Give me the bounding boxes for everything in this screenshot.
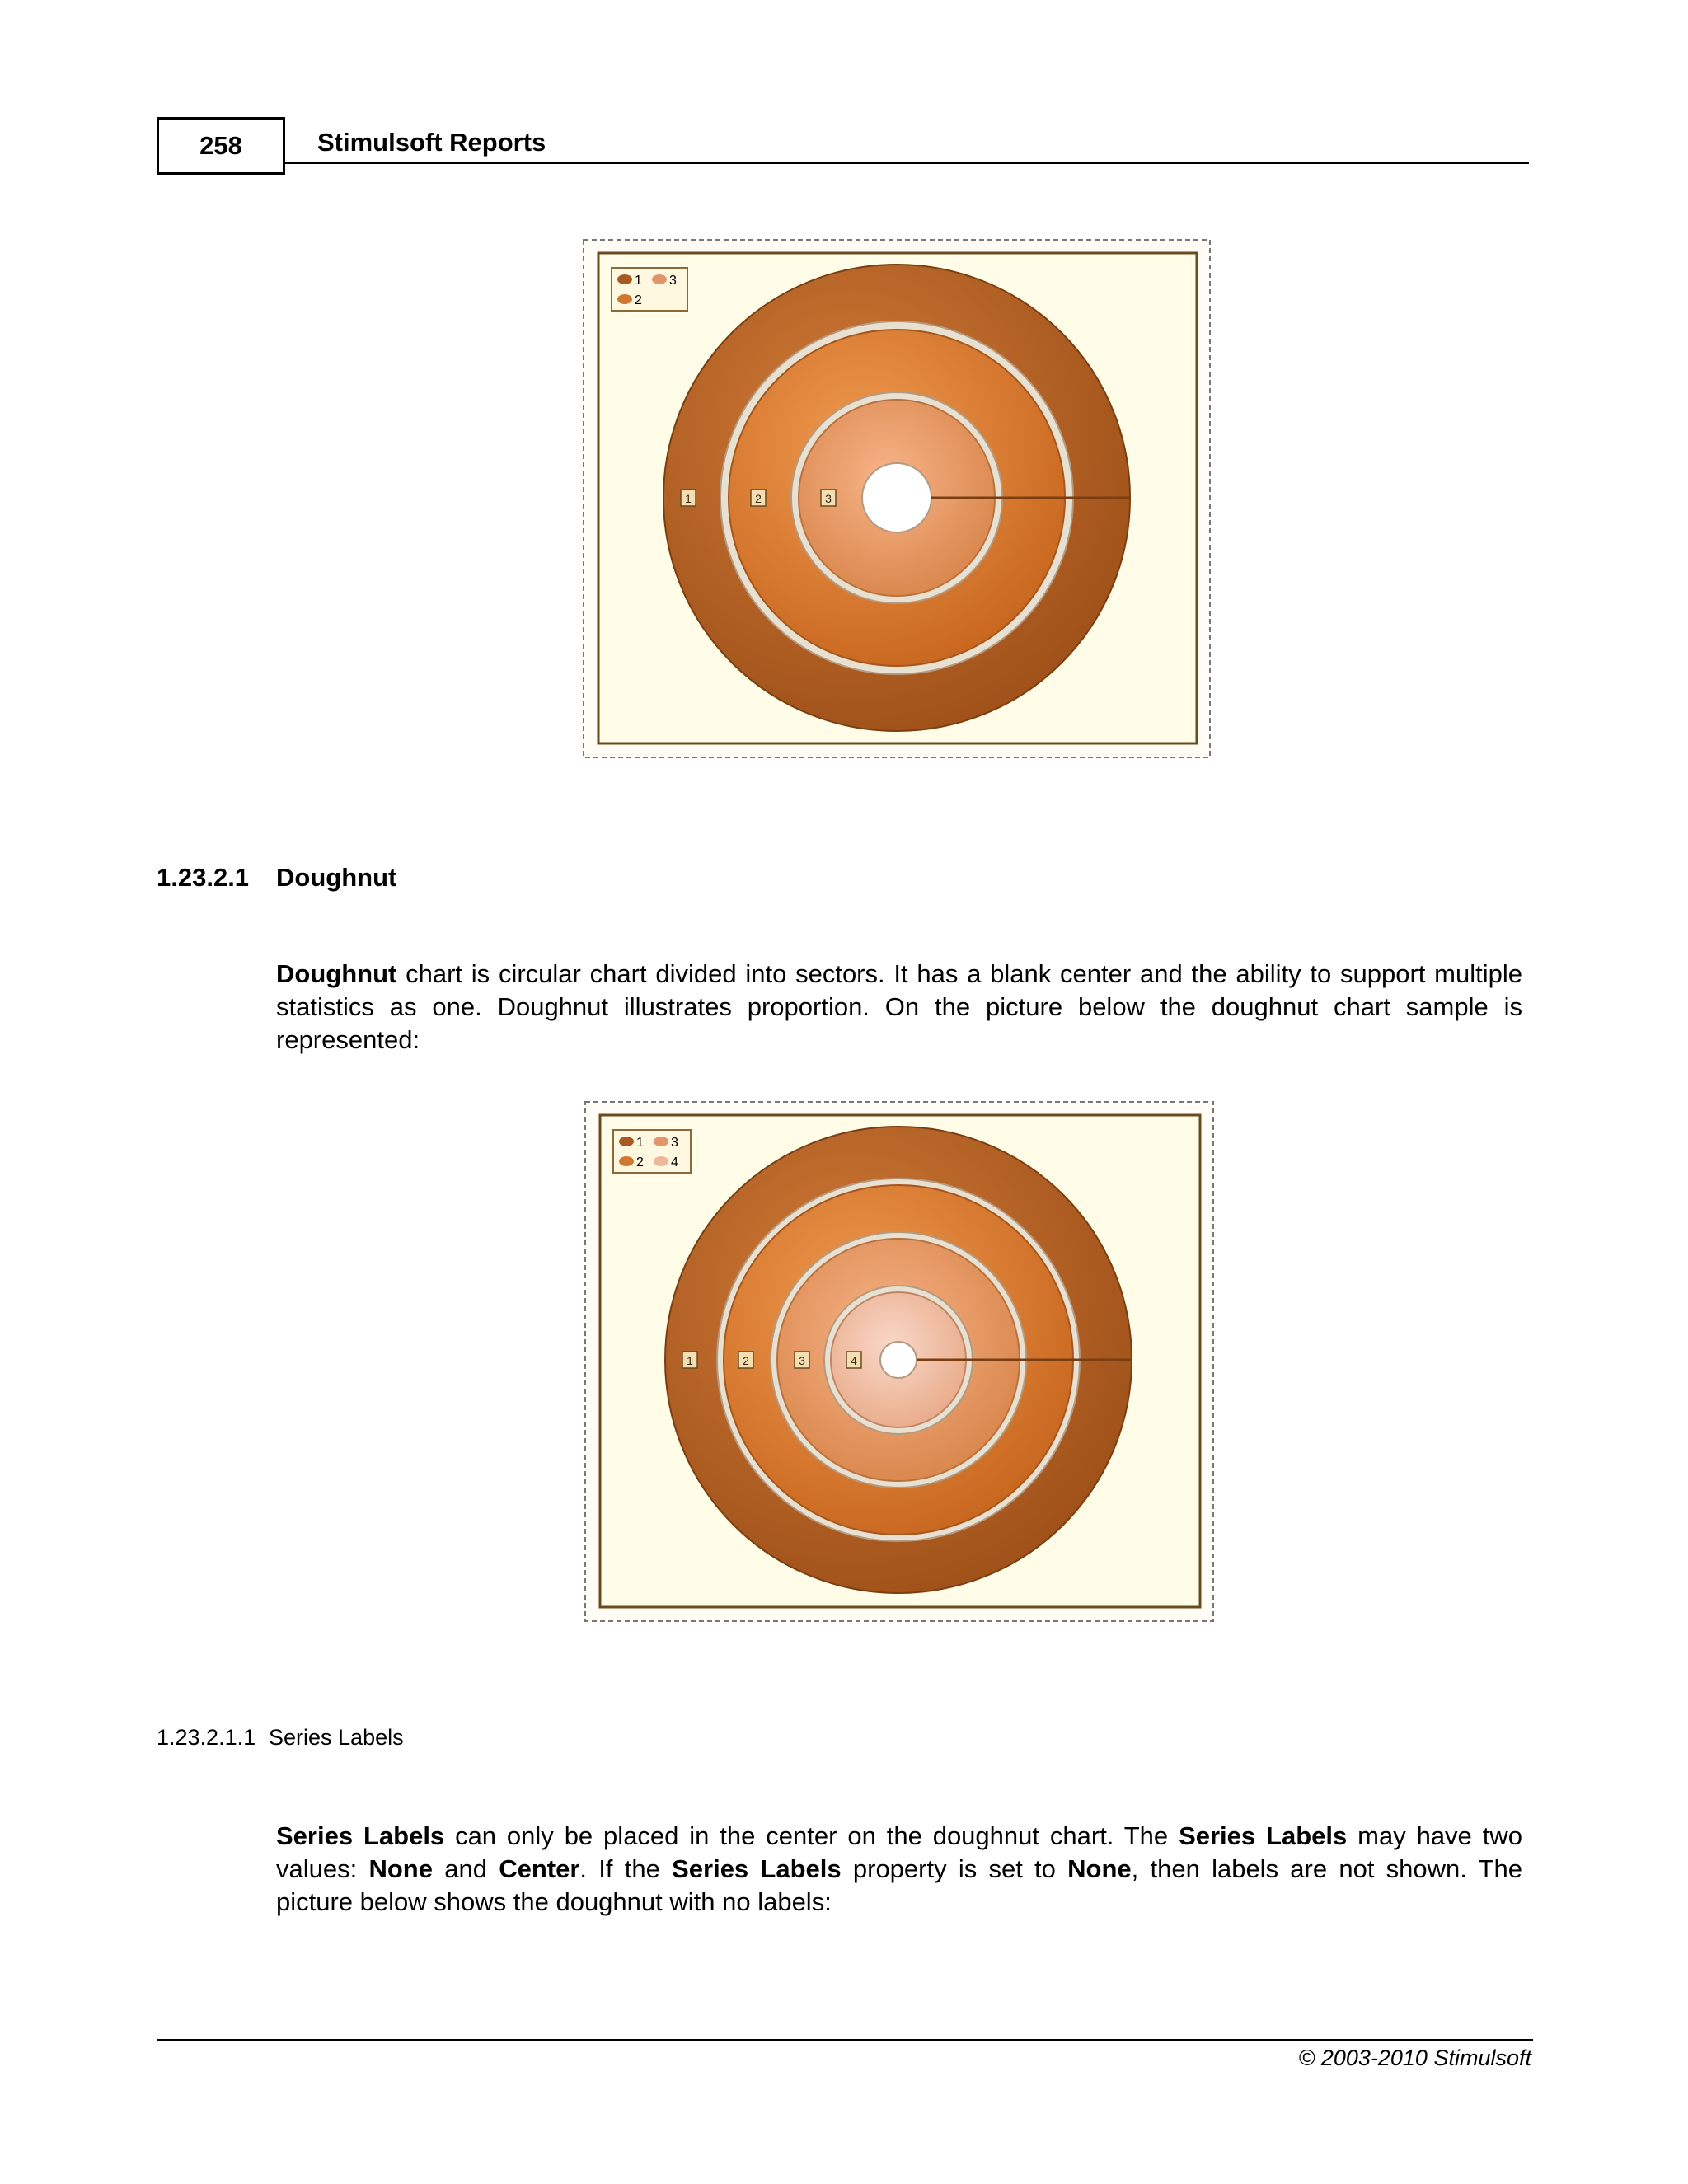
footer-copyright: © 2003-2010 Stimulsoft bbox=[1298, 2046, 1531, 2070]
text-fragment: and bbox=[444, 1854, 487, 1883]
ring-label-2 bbox=[738, 1352, 753, 1368]
text-fragment: property is set to bbox=[852, 1854, 1056, 1883]
term-series-labels: Series Labels bbox=[276, 1821, 445, 1850]
legend-marker-4 bbox=[654, 1156, 668, 1166]
subsection-number: 1.23.2.1.1 bbox=[157, 1725, 256, 1750]
term-series-labels: Series Labels bbox=[1179, 1821, 1348, 1850]
legend-label-3: 3 bbox=[671, 1136, 678, 1150]
legend-marker-1 bbox=[617, 274, 632, 284]
legend-marker-2 bbox=[619, 1156, 634, 1166]
subsection-heading bbox=[157, 1725, 404, 1750]
chart-legend bbox=[612, 268, 687, 311]
section-title: Doughnut bbox=[276, 863, 397, 892]
text-fragment: , then labels are not shown. The picture below shows the doughnut with no labels: bbox=[276, 1854, 1523, 1916]
header-title: Stimulsoft Reports bbox=[317, 128, 546, 157]
legend-marker-3 bbox=[654, 1137, 668, 1146]
svg-text:2: 2 bbox=[743, 1354, 749, 1367]
ring-label-3 bbox=[795, 1352, 809, 1368]
doughnut-description-text: chart is circular chart divided into sectors. It has a blank center and the ability to support multiple statistics as one. Doughnut illustrates proportion. On the picture below the doughnut chart sample is represented: bbox=[276, 959, 1522, 1054]
page-number: 258 bbox=[157, 117, 285, 175]
term-doughnut: Doughnut bbox=[276, 959, 397, 988]
text-fragment: may have two values: bbox=[276, 1821, 1522, 1883]
svg-text:3: 3 bbox=[799, 1354, 805, 1367]
term-none: None bbox=[1067, 1854, 1132, 1883]
svg-text:3: 3 bbox=[825, 492, 832, 505]
legend-marker-2 bbox=[617, 294, 632, 304]
svg-text:4: 4 bbox=[851, 1354, 857, 1367]
legend-label-1: 1 bbox=[635, 274, 642, 288]
ring-label-1 bbox=[681, 490, 696, 506]
legend-label-3: 3 bbox=[669, 274, 677, 288]
ring-label-2 bbox=[751, 490, 766, 506]
svg-text:1: 1 bbox=[685, 492, 692, 505]
svg-text:2: 2 bbox=[755, 492, 762, 505]
doughnut-hole bbox=[862, 463, 931, 532]
term-series-labels: Series Labels bbox=[672, 1854, 842, 1883]
term-none: None bbox=[368, 1854, 433, 1883]
doughnut-chart-4-series bbox=[584, 1100, 1215, 1623]
subsection-title: Series Labels bbox=[269, 1725, 404, 1750]
svg-text:1: 1 bbox=[687, 1354, 693, 1367]
legend-label-2: 2 bbox=[635, 293, 642, 307]
term-center: Center bbox=[499, 1854, 580, 1883]
legend-label-1: 1 bbox=[636, 1136, 644, 1150]
text-fragment: can only be placed in the center on the doughnut chart. The bbox=[455, 1821, 1169, 1850]
doughnut-hole bbox=[880, 1342, 917, 1378]
series-labels-description bbox=[276, 1820, 1522, 1919]
section-number: 1.23.2.1 bbox=[157, 863, 250, 892]
legend-marker-3 bbox=[652, 274, 667, 284]
footer-rule bbox=[157, 2039, 1533, 2041]
ring-label-4 bbox=[846, 1352, 861, 1368]
section-heading bbox=[157, 863, 396, 893]
doughnut-chart-3-series bbox=[582, 238, 1212, 759]
text-fragment: . If the bbox=[579, 1854, 660, 1883]
ring-label-3 bbox=[821, 490, 836, 506]
chart-legend bbox=[613, 1130, 691, 1173]
legend-label-4: 4 bbox=[671, 1155, 678, 1169]
legend-label-2: 2 bbox=[636, 1155, 644, 1169]
ring-label-1 bbox=[682, 1352, 697, 1368]
doughnut-description bbox=[276, 958, 1522, 1057]
legend-marker-1 bbox=[619, 1137, 634, 1146]
header-rule bbox=[285, 162, 1529, 164]
